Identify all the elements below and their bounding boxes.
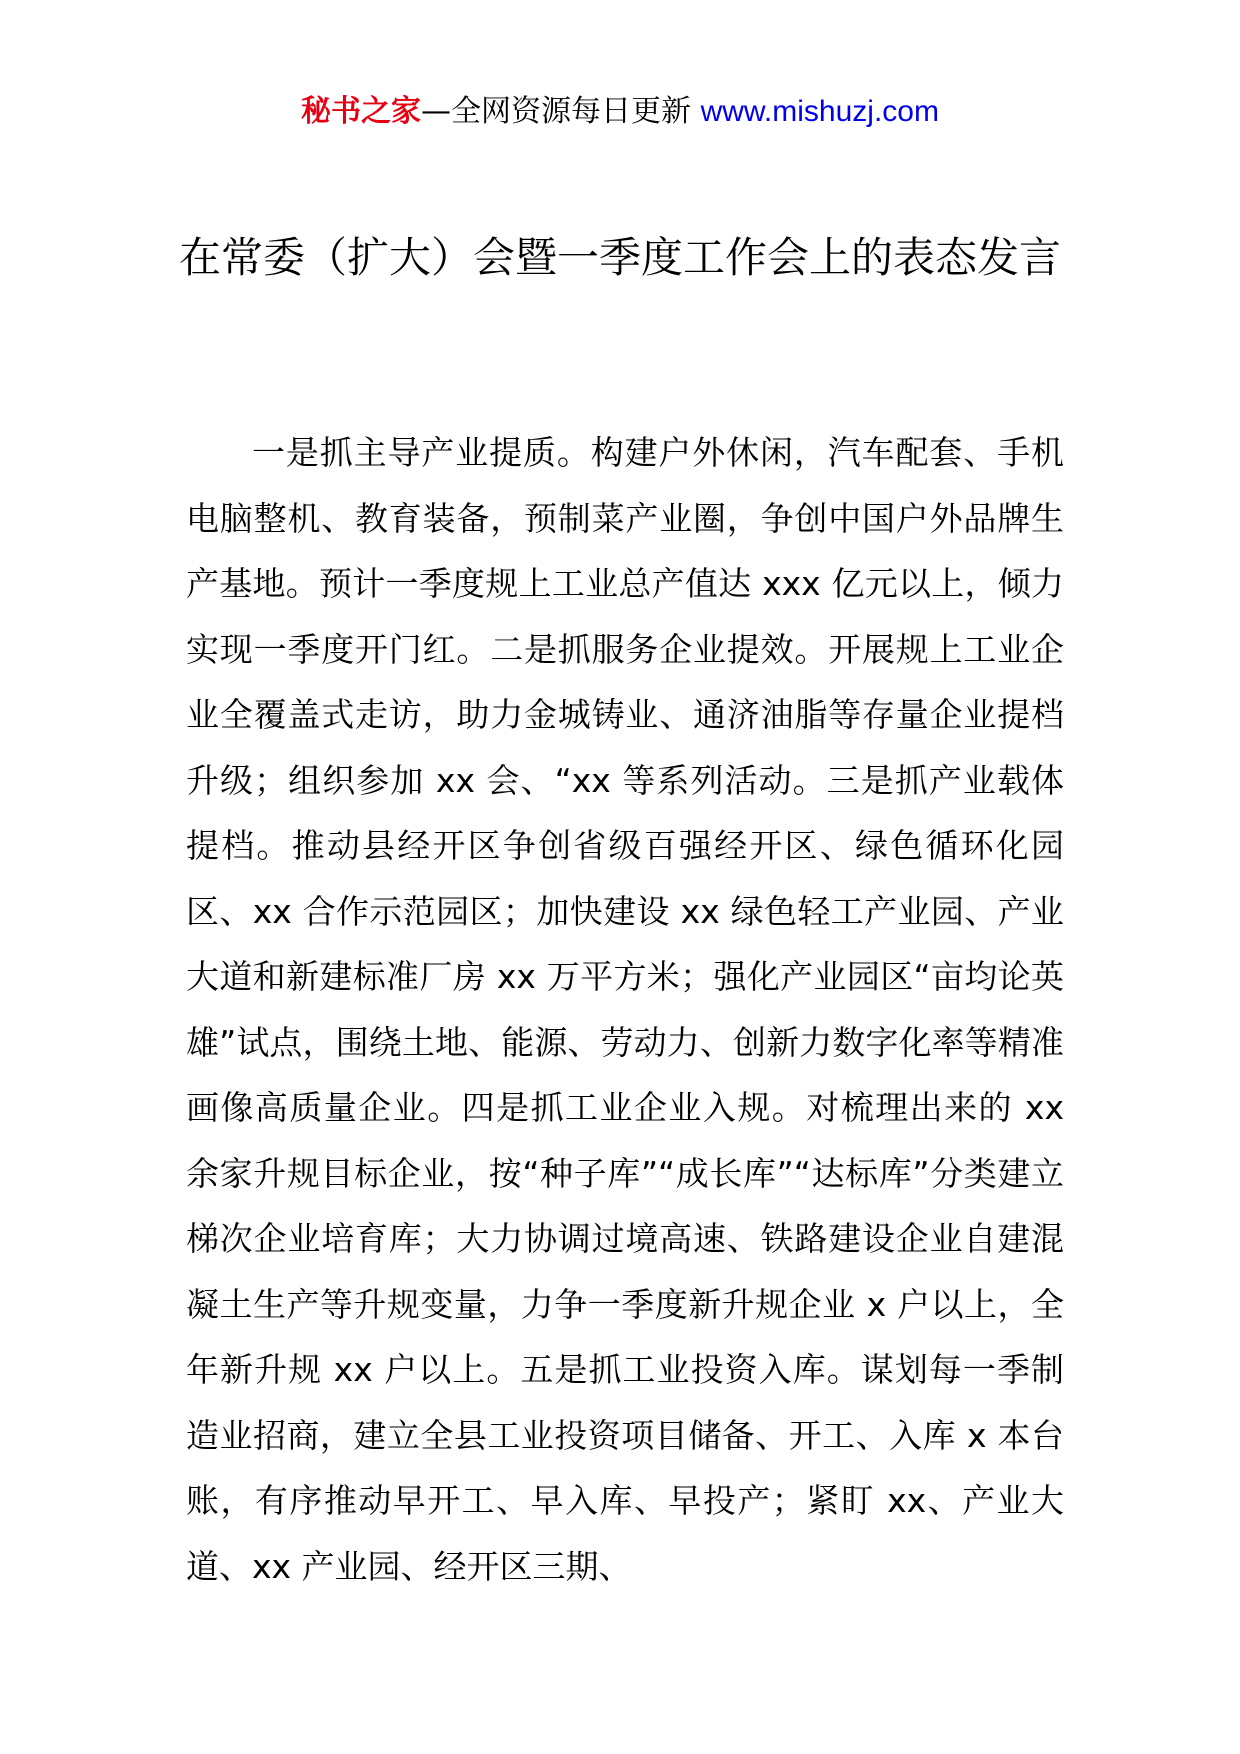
site-url-link[interactable]: www.mishuzj.com [700, 95, 939, 128]
site-header [0, 92, 1240, 132]
brand-name: 秘书之家 [301, 94, 422, 129]
document-title: 在常委（扩大）会暨一季度工作会上的表态发言 [178, 233, 1061, 282]
document-body-paragraph: 一是抓主导产业提质。构建户外休闲，汽车配套、手机电脑整机、教育装备，预制菜产业圈，争创中国户外品牌生产基地。预计一季度规上工业总产值达 xxx 亿元以上，倾力实现一季度开门红。二是抓服务企业提效。开展规上工业企业全覆盖式走访，助力金城铸业、通济油脂等存量企业提档升级；组织参加 xx 会、“xx 等系列活动。三是抓产业载体提档。推动县经开区争创省级百强经开区、绿色循环化园区、xx 合作示范园区；加快建设 xx 绿色轻工产业园、产业大道和新建标准厂房 xx 万平方米；强化产业园区“亩均论英雄”试点，围绕土地、能源、劳动力、创新力数字化率等精准画像高质量企业。四是抓工业企业入规。对梳理出来的 xx 余家升规目标企业，按“种子库”“成长库”“达标库”分类建立梯次企业培育库；大力协调过境高速、铁路建设企业自建混凝土生产等升规变量，力争一季度新升规企业 x 户以上，全年新升规 xx 户以上。五是抓工业投资入库。谋划每一季制造业招商，建立全县工业投资项目储备、开工、入库 x 本台账，有序推动早开工、早入库、早投产；紧盯 xx、产业大道、xx 产业园、经开区三期、 [186, 433, 1064, 1586]
header-tagline: —全网资源每日更新 [421, 94, 692, 129]
